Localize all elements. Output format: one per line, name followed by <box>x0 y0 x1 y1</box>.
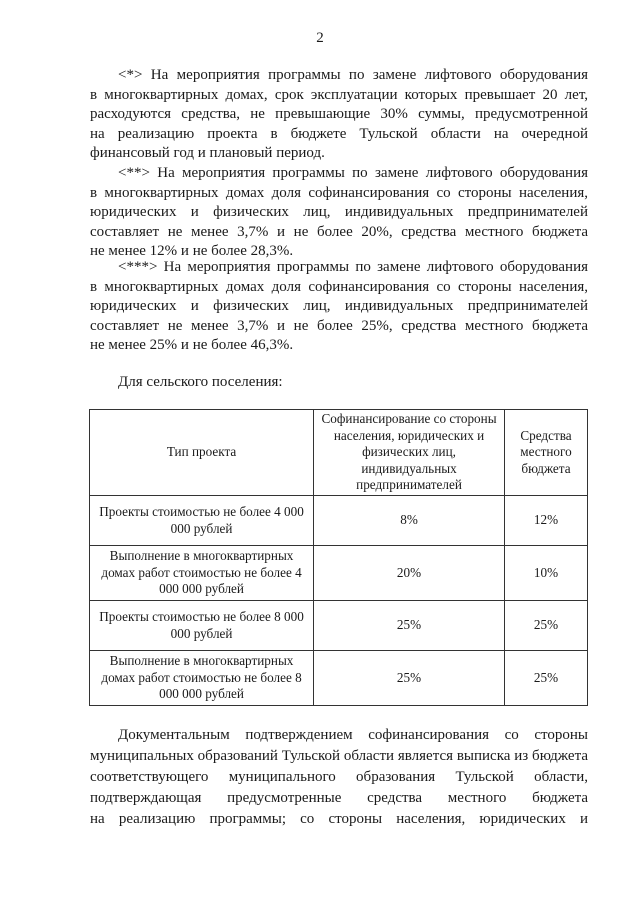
footnote-two-stars <box>90 164 588 262</box>
table-row <box>90 496 588 546</box>
header-project-type: Тип проекта <box>90 410 314 496</box>
header-cofinancing: Софинансирование со стороны населения, юридических и физических лиц, индивидуальных предпринимателей <box>314 410 505 496</box>
header-local-budget: Средства местного бюджета <box>504 410 587 496</box>
table-row <box>90 601 588 651</box>
cell-local-budget: 12% <box>504 496 587 546</box>
text-line: на реализацию программы; со стороны населения, юридических и <box>90 811 588 827</box>
text-line: Документальным подтверждением софинансирования со стороны <box>118 727 588 743</box>
footnote-one-star <box>90 66 588 164</box>
cell-project-type: Выполнение в многоквартирных домах работ стоимостью не более 8 000 000 рублей <box>90 651 314 706</box>
cell-project-type: Проекты стоимостью не более 4 000 000 рублей <box>90 496 314 546</box>
text-line: подтверждающая предусмотренные средства местного бюджета <box>90 790 588 806</box>
text-line: <*> На мероприятия программы по замене лифтового оборудования <box>118 67 588 83</box>
cell-cofinancing: 25% <box>314 601 505 651</box>
table-row <box>90 651 588 706</box>
text-line: расходуются средства, не превышающие 30% суммы, предусмотренной <box>90 106 588 123</box>
cell-local-budget: 25% <box>504 601 587 651</box>
cell-cofinancing: 20% <box>314 546 505 601</box>
text-line: в многоквартирных домах, срок эксплуатации которых превышает 20 лет, <box>90 86 588 103</box>
cell-cofinancing: 8% <box>314 496 505 546</box>
cell-project-type: Проекты стоимостью не более 8 000 000 рублей <box>90 601 314 651</box>
text-line: на реализацию проекта в бюджете Тульской области на очередной <box>90 125 588 142</box>
table-row <box>90 546 588 601</box>
text-line: в многоквартирных домах доля софинансирования со стороны населения, <box>90 278 588 295</box>
text-line: не менее 25% и не более 46,3%. <box>90 337 294 354</box>
text-line: в многоквартирных домах доля софинансирования со стороны населения, <box>90 184 588 201</box>
table-header-row <box>90 410 588 496</box>
text-line: юридических и физических лиц, индивидуальных предпринимателей <box>90 298 588 315</box>
text-line: <***> На мероприятия программы по замене лифтового оборудования <box>118 259 588 275</box>
cell-cofinancing: 25% <box>314 651 505 706</box>
footnote-three-stars <box>90 258 588 356</box>
page-number: 2 <box>316 30 324 46</box>
text-line: юридических и физических лиц, индивидуальных предпринимателей <box>90 204 588 221</box>
text-line: финансовый год и плановый период. <box>90 145 325 162</box>
cofinancing-table <box>89 409 588 706</box>
cell-project-type: Выполнение в многоквартирных домах работ стоимостью не более 4 000 000 рублей <box>90 546 314 601</box>
text-line: составляет не менее 3,7% и не более 25%, средства местного бюджета <box>90 317 588 334</box>
cell-local-budget: 25% <box>504 651 587 706</box>
text-line: не менее 12% и не более 28,3%. <box>90 243 294 260</box>
closing-paragraph <box>90 725 588 830</box>
text-line: <**> На мероприятия программы по замене лифтового оборудования <box>118 165 588 181</box>
text-line: соответствующего муниципального образования Тульской области, <box>90 769 588 785</box>
text-line: муниципальных образований Тульской области является выписка из бюджета <box>90 748 588 764</box>
section-intro: Для сельского поселения: <box>118 374 283 390</box>
cell-local-budget: 10% <box>504 546 587 601</box>
text-line: составляет не менее 3,7% и не более 20%, средства местного бюджета <box>90 223 588 240</box>
